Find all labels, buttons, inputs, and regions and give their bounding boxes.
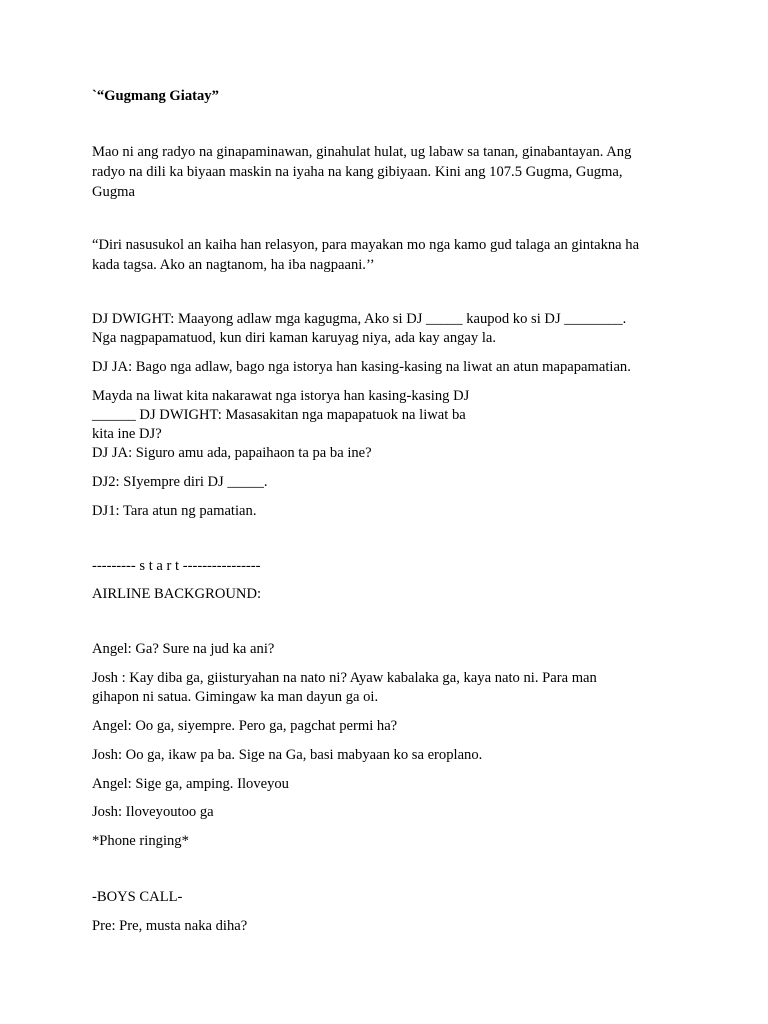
dialogue-line: Nga nagpapamatuod, kun diri kaman karuyag niya, ada kay angay la. (92, 330, 497, 346)
start-marker: --------- s t a r t ---------------- (92, 558, 261, 574)
stage-direction: *Phone ringing* (92, 833, 189, 849)
dialogue-line: Mayda na liwat kita nakarawat nga istorya han kasing-kasing DJ (92, 388, 470, 404)
dialogue-line: DJ JA: Bago nga adlaw, bago nga istorya han kasing-kasing na liwat an atun mapapamatian. (92, 359, 631, 375)
dialogue-line: Angel: Ga? Sure na jud ka ani? (92, 641, 275, 657)
dialogue-line: DJ2: SIyempre diri DJ _____. (92, 474, 268, 490)
dialogue-line: Angel: Oo ga, siyempre. Pero ga, pagchat permi ha? (92, 718, 398, 734)
quote-line: “Diri nasusukol an kaiha han relasyon, para mayakan mo nga kamo gud talaga an gintakna ha (92, 237, 640, 253)
document-title: `“Gugmang Giatay” (92, 88, 219, 104)
dialogue-line: DJ JA: Siguro amu ada, papaihaon ta pa ba ine? (92, 445, 372, 461)
intro-line: Gugma (92, 184, 135, 200)
quote-line: kada tagsa. Ako an nagtanom, ha iba nagpaani.’’ (92, 257, 375, 273)
dialogue-line: Angel: Sige ga, amping. Iloveyou (92, 776, 289, 792)
dialogue-line: Josh: Iloveyoutoo ga (92, 804, 214, 820)
intro-line: radyo na dili ka biyaan maskin na iyaha na kang gibiyaan. Kini ang 107.5 Gugma, Gugma, (92, 164, 623, 180)
dialogue-line: ______ DJ DWIGHT: Masasakitan nga mapapatuok na liwat ba (92, 407, 466, 423)
section-heading-boys-call: -BOYS CALL- (92, 889, 183, 905)
dialogue-line: DJ1: Tara atun ng pamatian. (92, 503, 257, 519)
dialogue-line: gihapon ni satua. Gimingaw ka man dayun ga oi. (92, 689, 379, 705)
dialogue-line: DJ DWIGHT: Maayong adlaw mga kagugma, Ako si DJ _____ kaupod ko si DJ ________. (92, 311, 627, 327)
section-heading-airline: AIRLINE BACKGROUND: (92, 586, 262, 602)
intro-line: Mao ni ang radyo na ginapaminawan, ginahulat hulat, ug labaw sa tanan, ginabantayan. Ang (92, 144, 632, 160)
dialogue-line: Josh : Kay diba ga, giisturyahan na nato ni? Ayaw kabalaka ga, kaya nato ni. Para man (92, 670, 597, 686)
dialogue-line: Josh: Oo ga, ikaw pa ba. Sige na Ga, basi mabyaan ko sa eroplano. (92, 747, 483, 763)
dialogue-line: kita ine DJ? (92, 426, 162, 442)
dialogue-line: Pre: Pre, musta naka diha? (92, 918, 248, 934)
